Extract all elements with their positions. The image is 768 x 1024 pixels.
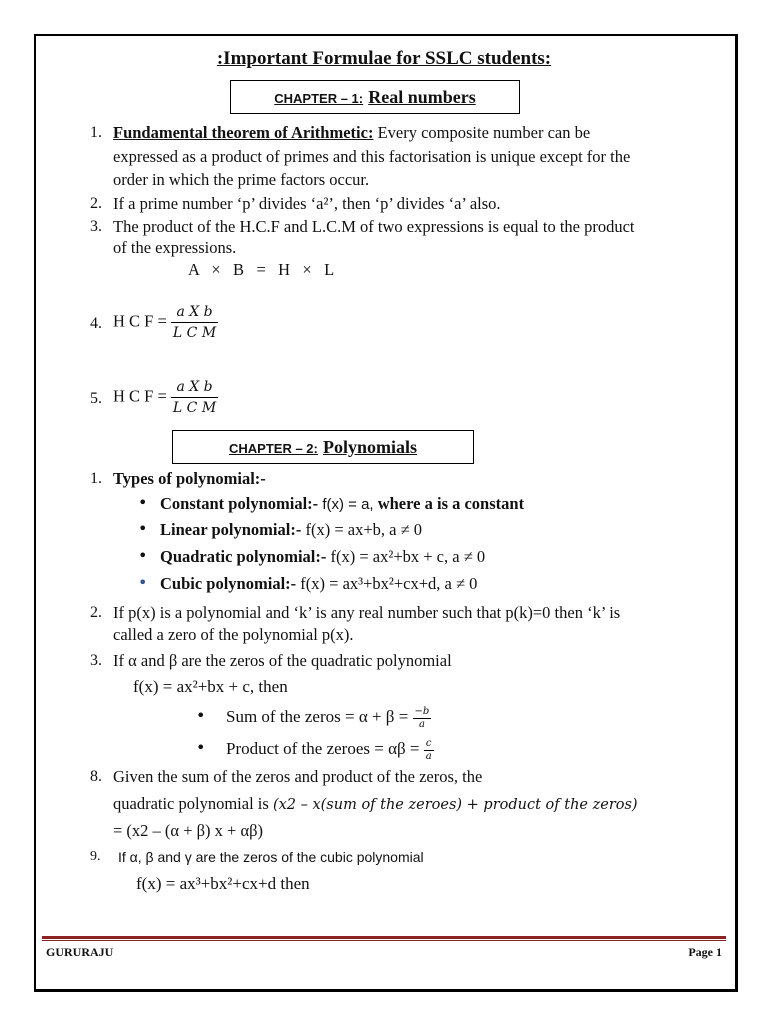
quadratic-formula: f(x) = ax²+bx + c, then	[133, 677, 288, 696]
item-number: 3.	[90, 652, 102, 669]
item-number: 1.	[90, 470, 102, 487]
bullet: •	[196, 706, 206, 725]
chapter-1-prefix: CHAPTER – 1:	[274, 91, 364, 106]
bullet: •	[196, 738, 206, 757]
page-title: :Important Formulae for SSLC students:	[216, 48, 552, 69]
fraction-numerator: −b	[414, 705, 430, 717]
item-number: 2.	[90, 604, 102, 621]
fraction-denominator: a	[418, 718, 425, 730]
cubic-formula: f(x) = ax³+bx²+cx+d then	[136, 874, 310, 893]
bullet-heading: Quadratic polynomial:-	[160, 547, 327, 566]
sum-label: Sum of the zeros = α + β =	[226, 707, 413, 726]
list-item-line2	[113, 793, 638, 816]
theorem-text: Every composite number can be	[373, 123, 591, 142]
list-item	[160, 573, 477, 595]
hcf-formula	[113, 302, 218, 343]
bullet-formula: f(x) = a,	[318, 496, 374, 513]
bullet-heading: Cubic polynomial:-	[160, 574, 297, 593]
general-formula: (x2 – x(sum of the zeroes) + product of the zeros)	[272, 797, 638, 813]
general-label: quadratic polynomial is	[113, 794, 273, 813]
list-item: If a prime number ‘p’ divides ‘a²’, then ‘p’ divides ‘a’ also.	[113, 194, 501, 213]
list-item	[160, 519, 422, 541]
product-fraction	[424, 738, 434, 763]
product-of-zeros	[226, 733, 434, 765]
list-item-line2: called a zero of the polynomial p(x).	[113, 625, 354, 644]
fraction-denominator: L C M	[172, 325, 217, 341]
chapter-1-name: Real numbers	[368, 87, 476, 107]
types-heading: Types of polynomial:-	[113, 469, 266, 488]
item-number: 3.	[90, 218, 102, 235]
fraction-denominator: L C M	[172, 400, 217, 416]
chapter-1-box	[230, 80, 520, 114]
footer-author: GURURAJU	[46, 945, 114, 959]
sum-fraction	[413, 706, 432, 731]
fraction-denominator: a	[425, 750, 432, 762]
list-item-line2: of the expressions.	[113, 238, 237, 257]
bullet-heading: Constant polynomial:-	[160, 494, 319, 513]
footer-divider-thin	[42, 940, 726, 941]
bullet-formula: f(x) = ax³+bx²+cx+d, a ≠ 0	[296, 574, 478, 593]
sum-of-zeros	[226, 701, 431, 733]
list-item	[160, 493, 524, 516]
list-item: If α and β are the zeros of the quadratic polynomial	[113, 651, 452, 670]
bullet-formula: f(x) = ax+b, a ≠ 0	[301, 520, 423, 539]
theorem-text-line3: order in which the prime factors occur.	[113, 170, 370, 189]
hcf-fraction	[171, 302, 218, 343]
fraction-numerator: c	[424, 738, 434, 751]
fraction-numerator: a X b	[171, 377, 218, 398]
list-item: If α, β and γ are the zeros of the cubic polynomial	[118, 849, 424, 865]
formula-ab-hl: A × B = H × L	[188, 260, 335, 279]
item-number: 8.	[90, 768, 102, 785]
hcf-label: H C F =	[113, 311, 167, 331]
list-item: If p(x) is a polynomial and ‘k’ is any real number such that p(k)=0 then ‘k’ is	[113, 603, 621, 622]
fraction-numerator: a X b	[171, 302, 218, 323]
bullet-heading: Linear polynomial:-	[160, 520, 302, 539]
chapter-2-prefix: CHAPTER – 2:	[229, 441, 318, 456]
footer-divider	[42, 936, 726, 939]
list-item	[160, 546, 485, 568]
bullet: •	[138, 573, 148, 592]
list-item: Given the sum of the zeros and product of the zeros, the	[113, 767, 483, 786]
chapter-2-name: Polynomials	[322, 437, 417, 457]
item-number: 5.	[90, 390, 102, 407]
list-item: The product of the H.C.F and L.C.M of two expressions is equal to the product	[113, 217, 635, 236]
hcf-label: H C F =	[113, 386, 167, 406]
theorem-text-line2: expressed as a product of primes and this factorisation is unique except for the	[113, 147, 631, 166]
general-formula-2: = (x2 – (α + β) x + αβ)	[113, 821, 263, 840]
page-number: Page 1	[688, 945, 722, 959]
theorem-heading: Fundamental theorem of Arithmetic:	[113, 123, 374, 142]
chapter-2-box	[172, 430, 474, 464]
item-number: 1.	[90, 124, 102, 141]
hcf-fraction	[171, 377, 218, 418]
item-number: 9.	[90, 849, 101, 864]
item-number: 4.	[90, 315, 102, 332]
bullet: •	[138, 546, 148, 565]
bullet: •	[138, 519, 148, 538]
bullet-note: where a is a constant	[373, 494, 525, 513]
hcf-formula	[113, 377, 218, 418]
item-number: 2.	[90, 195, 102, 212]
product-label: Product of the zeroes = αβ =	[226, 739, 424, 758]
list-item	[113, 122, 590, 144]
bullet: •	[138, 493, 148, 512]
bullet-formula: f(x) = ax²+bx + c, a ≠ 0	[326, 547, 486, 566]
